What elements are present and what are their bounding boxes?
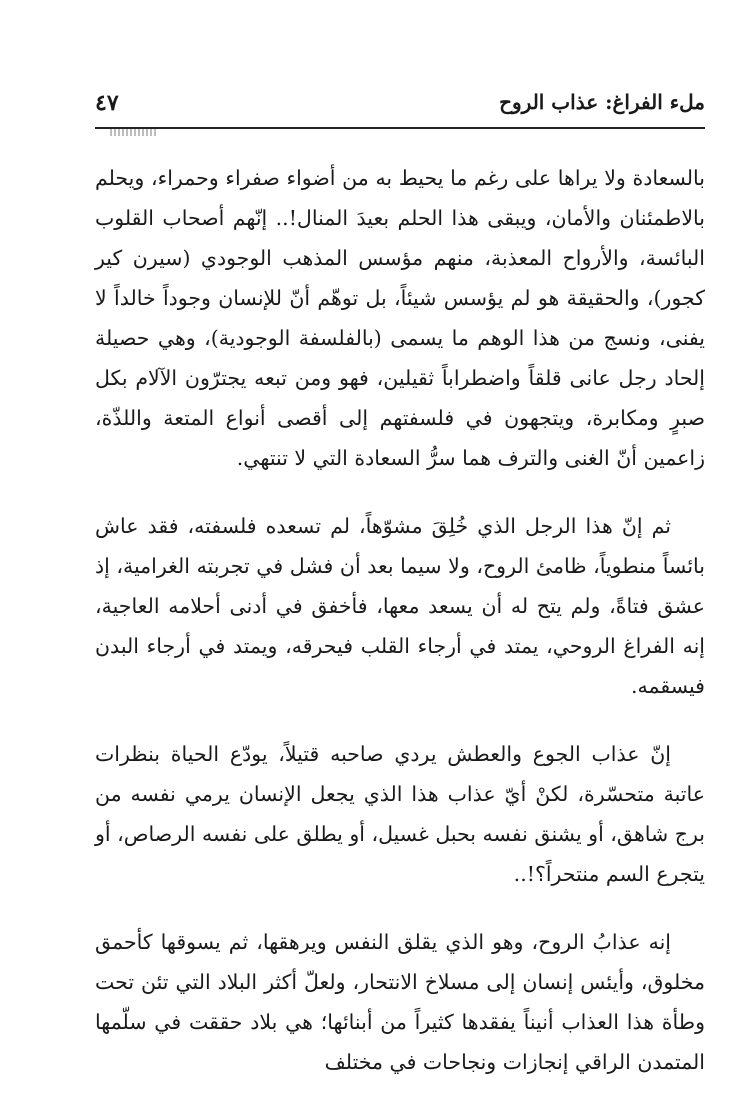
- paragraph-1: بالسعادة ولا يراها على رغم ما يحيط به من أضواء صفراء وحمراء، ويحلم بالاطمئنان والأمان، ويبقى هذا الحلم بعيدَ المنال!.. إنّهم أصحاب القلوب البائسة، والأرواح المعذبة، منهم مؤسس المذهب الوجودي (سيرن كير كجور)، والحقيقة هو لم يؤسس شيئاً، بل توهّم أنّ للإنسان وجوداً خالداً لا يفنى، ونسج من هذا الوهم ما يسمى (بالفلسفة الوجودية)، وهي حصيلة إلحاد رجل عانى قلقاً واضطراباً ثقيلين، فهو ومن تبعه يجترّون الآلام بكل صبرٍ ومكابرة، ويتجهون في فلسفتهم إلى أقصى أنواع المتعة واللذّة، زاعمين أنّ الغنى والترف هما سرُّ السعادة التي لا تنتهي.: [95, 166, 705, 470]
- paragraph-2: ثم إنّ هذا الرجل الذي خُلِقَ مشوّهاً، لم تسعده فلسفته، فقد عاش بائساً منطوياً، ظامئ الروح، ولا سيما بعد أن فشل في تجربته الغرامية، إذ عشق فتاةً، ولم يتح له أن يسعد معها، فأخفق في أدنى أحلامه العاجية، إنه الفراغ الروحي، يمتد في أرجاء القلب فيحرقه، ويمتد في أرجاء البدن فيسقمه.: [95, 514, 705, 698]
- header-rule: [95, 127, 705, 129]
- page-header: [95, 84, 705, 126]
- running-title: ملء الفراغ: عذاب الروح: [499, 90, 705, 114]
- paragraph-3: إنّ عذاب الجوع والعطش يردي صاحبه قتيلاً، يودّع الحياة بنظرات عاتبة متحسّرة، لكنْ أيّ عذاب هذا الذي يجعل الإنسان يرمي نفسه من برج شاهق، أو يشنق نفسه بحبل غسيل، أو يطلق على نفسه الرصاص، أو يتجرع السم منتحراً؟!..: [95, 742, 705, 886]
- page-number: ٤٧: [95, 90, 119, 116]
- paragraph-4: إنه عذابُ الروح، وهو الذي يقلق النفس ويرهقها، ثم يسوقها كأحمق مخلوق، وأيئس إنسان إلى مسلاخ الانتحار، ولعلّ أكثر البلاد التي تئن تحت وطأة هذا العذاب أنيناً يفقدها كثيراً من أبنائها؛ هي بلاد حققت في سلّمها المتمدن الراقي إنجازات ونجاحات في مختلف: [95, 930, 705, 1074]
- page-body: [95, 158, 705, 1082]
- rule-ornament: [110, 129, 156, 136]
